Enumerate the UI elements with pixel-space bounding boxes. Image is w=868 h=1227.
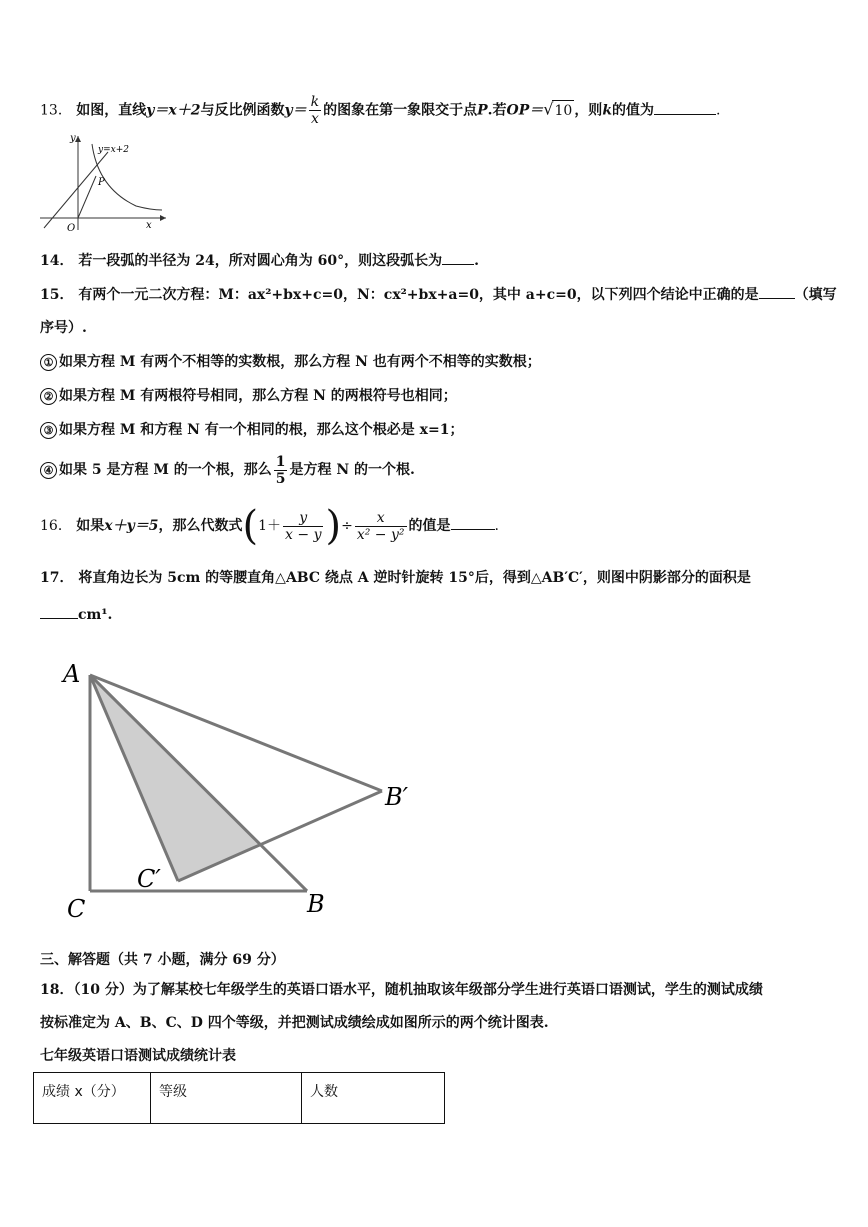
q14-end: . bbox=[474, 253, 479, 269]
q15-option-3 bbox=[40, 420, 463, 440]
label-b: B bbox=[307, 890, 325, 918]
table-header-score: 成绩 x（分） bbox=[34, 1073, 151, 1124]
q15-option-3-text: 如果方程 M 和方程 N 有一个相同的根，那么这个根必是 x=1； bbox=[59, 422, 464, 438]
q15-option-2-text: 如果方程 M 有两根符号相同，那么方程 N 的两根符号也相同； bbox=[59, 388, 457, 404]
q13-x-label: x bbox=[146, 220, 152, 231]
q16-fraction-1 bbox=[283, 510, 323, 543]
q16-text-post: 的值是 bbox=[408, 518, 451, 534]
q13-p-label: P bbox=[98, 177, 105, 188]
q16-answer-blank bbox=[451, 515, 495, 530]
q18-table-title-text: 七年级英语口语测试成绩统计表 bbox=[40, 1048, 236, 1064]
q16-eq: x＋y＝5 bbox=[104, 518, 159, 534]
q15-frac-num: 1 bbox=[275, 453, 286, 470]
question-16 bbox=[40, 504, 499, 548]
q13-text-post: ，则 bbox=[574, 102, 603, 119]
q16-one: 1＋ bbox=[258, 518, 282, 534]
q14-text: 14． 若一段弧的半径为 24，所对圆心角为 60°，则这段弧长为 bbox=[40, 253, 443, 269]
q13-k: k bbox=[602, 102, 613, 119]
q13-text-post2: 的值为 bbox=[612, 102, 655, 119]
question-17-line1 bbox=[40, 568, 751, 588]
question-17-line2 bbox=[40, 604, 112, 625]
q13-fraction bbox=[309, 94, 321, 127]
sqrt-icon: √ bbox=[543, 99, 554, 119]
question-18-line2 bbox=[40, 1013, 549, 1033]
q17-figure bbox=[55, 655, 425, 925]
q18-stat-table bbox=[33, 1072, 445, 1124]
section-3-heading bbox=[40, 950, 285, 970]
q13-number: 13． bbox=[40, 102, 72, 119]
q13-figure bbox=[36, 130, 171, 235]
q16-f2-num: x bbox=[355, 510, 407, 527]
q15-option-1 bbox=[40, 352, 541, 372]
label-b-prime: B′ bbox=[385, 783, 409, 811]
q13-y: y＝ bbox=[284, 102, 307, 119]
q16-fraction-2 bbox=[355, 510, 407, 543]
q13-text-mid: 与反比例函数 bbox=[200, 102, 285, 119]
q15-text-line2: 序号）. bbox=[40, 320, 87, 336]
q17-unit: cm¹. bbox=[78, 607, 113, 623]
q15-option-4 bbox=[40, 452, 415, 488]
q13-y-label: y bbox=[70, 133, 76, 144]
circle-1-icon: ① bbox=[40, 354, 57, 371]
q18-text-line1: 18．（10 分）为了解某校七年级学生的英语口语水平，随机抽取该年级部分学生进行英语口语测试，学生的测试成绩 bbox=[40, 982, 763, 998]
circle-2-icon: ② bbox=[40, 388, 57, 405]
shaded-region bbox=[90, 675, 261, 881]
table-header-row bbox=[34, 1073, 445, 1124]
q16-f1-num: y bbox=[283, 510, 323, 527]
q13-frac-num: k bbox=[310, 94, 320, 110]
q13-answer-blank bbox=[654, 100, 716, 115]
question-15-line1 bbox=[40, 284, 837, 305]
circle-4-icon: ④ bbox=[40, 462, 57, 479]
q17-answer-blank bbox=[40, 604, 78, 619]
q16-f2-den: x² − y² bbox=[356, 526, 405, 543]
q13-text-mid2: 的图象在第一象限交于点 bbox=[323, 102, 478, 119]
q13-text-pre: 如图，直线 bbox=[76, 102, 147, 119]
q13-sqrt-value: 10 bbox=[552, 100, 574, 121]
section-3-text: 三、解答题（共 7 小题，满分 69 分） bbox=[40, 952, 285, 968]
q13-line-label: y=x+2 bbox=[98, 145, 129, 155]
q15-text-end: （填写 bbox=[794, 287, 837, 303]
q13-line-eq: y＝x＋2 bbox=[146, 102, 201, 119]
q13-end: . bbox=[716, 102, 721, 119]
label-a: A bbox=[63, 660, 81, 688]
label-c-prime: C′ bbox=[137, 865, 161, 893]
question-13 bbox=[40, 94, 720, 127]
q13-frac-den: x bbox=[310, 111, 319, 127]
question-14 bbox=[40, 250, 479, 271]
q15-option-1-text: 如果方程 M 有两个不相等的实数根，那么方程 N 也有两个不相等的实数根； bbox=[59, 354, 541, 370]
q16-end: . bbox=[494, 518, 499, 534]
q13-text-mid3: .若 bbox=[487, 102, 507, 119]
question-15-line2 bbox=[40, 318, 87, 338]
q18-text-line2: 按标准定为 A、B、C、D 四个等级，并把测试成绩绘成如图所示的两个统计图表. bbox=[40, 1015, 549, 1031]
q13-o-label: O bbox=[67, 223, 76, 234]
y-arrow-icon bbox=[75, 136, 81, 142]
right-paren-icon: ) bbox=[325, 503, 342, 549]
q15-option-4-text-a: 如果 5 是方程 M 的一个根，那么 bbox=[59, 462, 272, 478]
q18-table-title bbox=[40, 1046, 236, 1066]
left-paren-icon: ( bbox=[242, 503, 259, 549]
label-c: C bbox=[67, 895, 86, 923]
q16-divide: ÷ bbox=[341, 518, 353, 534]
q16-number: 16． bbox=[40, 518, 72, 534]
q15-option-4-text-b: 是方程 N 的一个根. bbox=[289, 462, 415, 478]
q16-text-mid: ，那么代数式 bbox=[158, 518, 243, 534]
q17-text: 17． 将直角边长为 5cm 的等腰直角△ABC 绕点 A 逆时针旋转 15°后，得到△AB′C′，则图中阴影部分的面积是 bbox=[40, 570, 751, 586]
q13-op: OP＝ bbox=[506, 102, 544, 119]
q15-text: 15． 有两个一元二次方程：M：ax²+bx+c=0，N：cx²+bx+a=0，其中 a+c=0，以下列四个结论中正确的是 bbox=[40, 287, 759, 303]
q14-answer-blank bbox=[442, 250, 474, 265]
q16-text-pre: 如果 bbox=[76, 518, 105, 534]
q15-answer-blank bbox=[759, 284, 795, 299]
q13-point-p: P bbox=[477, 102, 488, 119]
question-18-line1 bbox=[40, 980, 763, 1000]
q15-option-2 bbox=[40, 386, 457, 406]
table-header-grade: 等级 bbox=[151, 1073, 302, 1124]
q16-f1-den: x − y bbox=[285, 526, 322, 543]
circle-3-icon: ③ bbox=[40, 422, 57, 439]
table-header-count: 人数 bbox=[302, 1073, 445, 1124]
q15-fraction bbox=[274, 454, 288, 487]
q13-segment-op bbox=[78, 176, 96, 218]
q13-line bbox=[44, 152, 108, 228]
q15-frac-den: 5 bbox=[275, 470, 286, 487]
x-arrow-icon bbox=[160, 215, 166, 221]
